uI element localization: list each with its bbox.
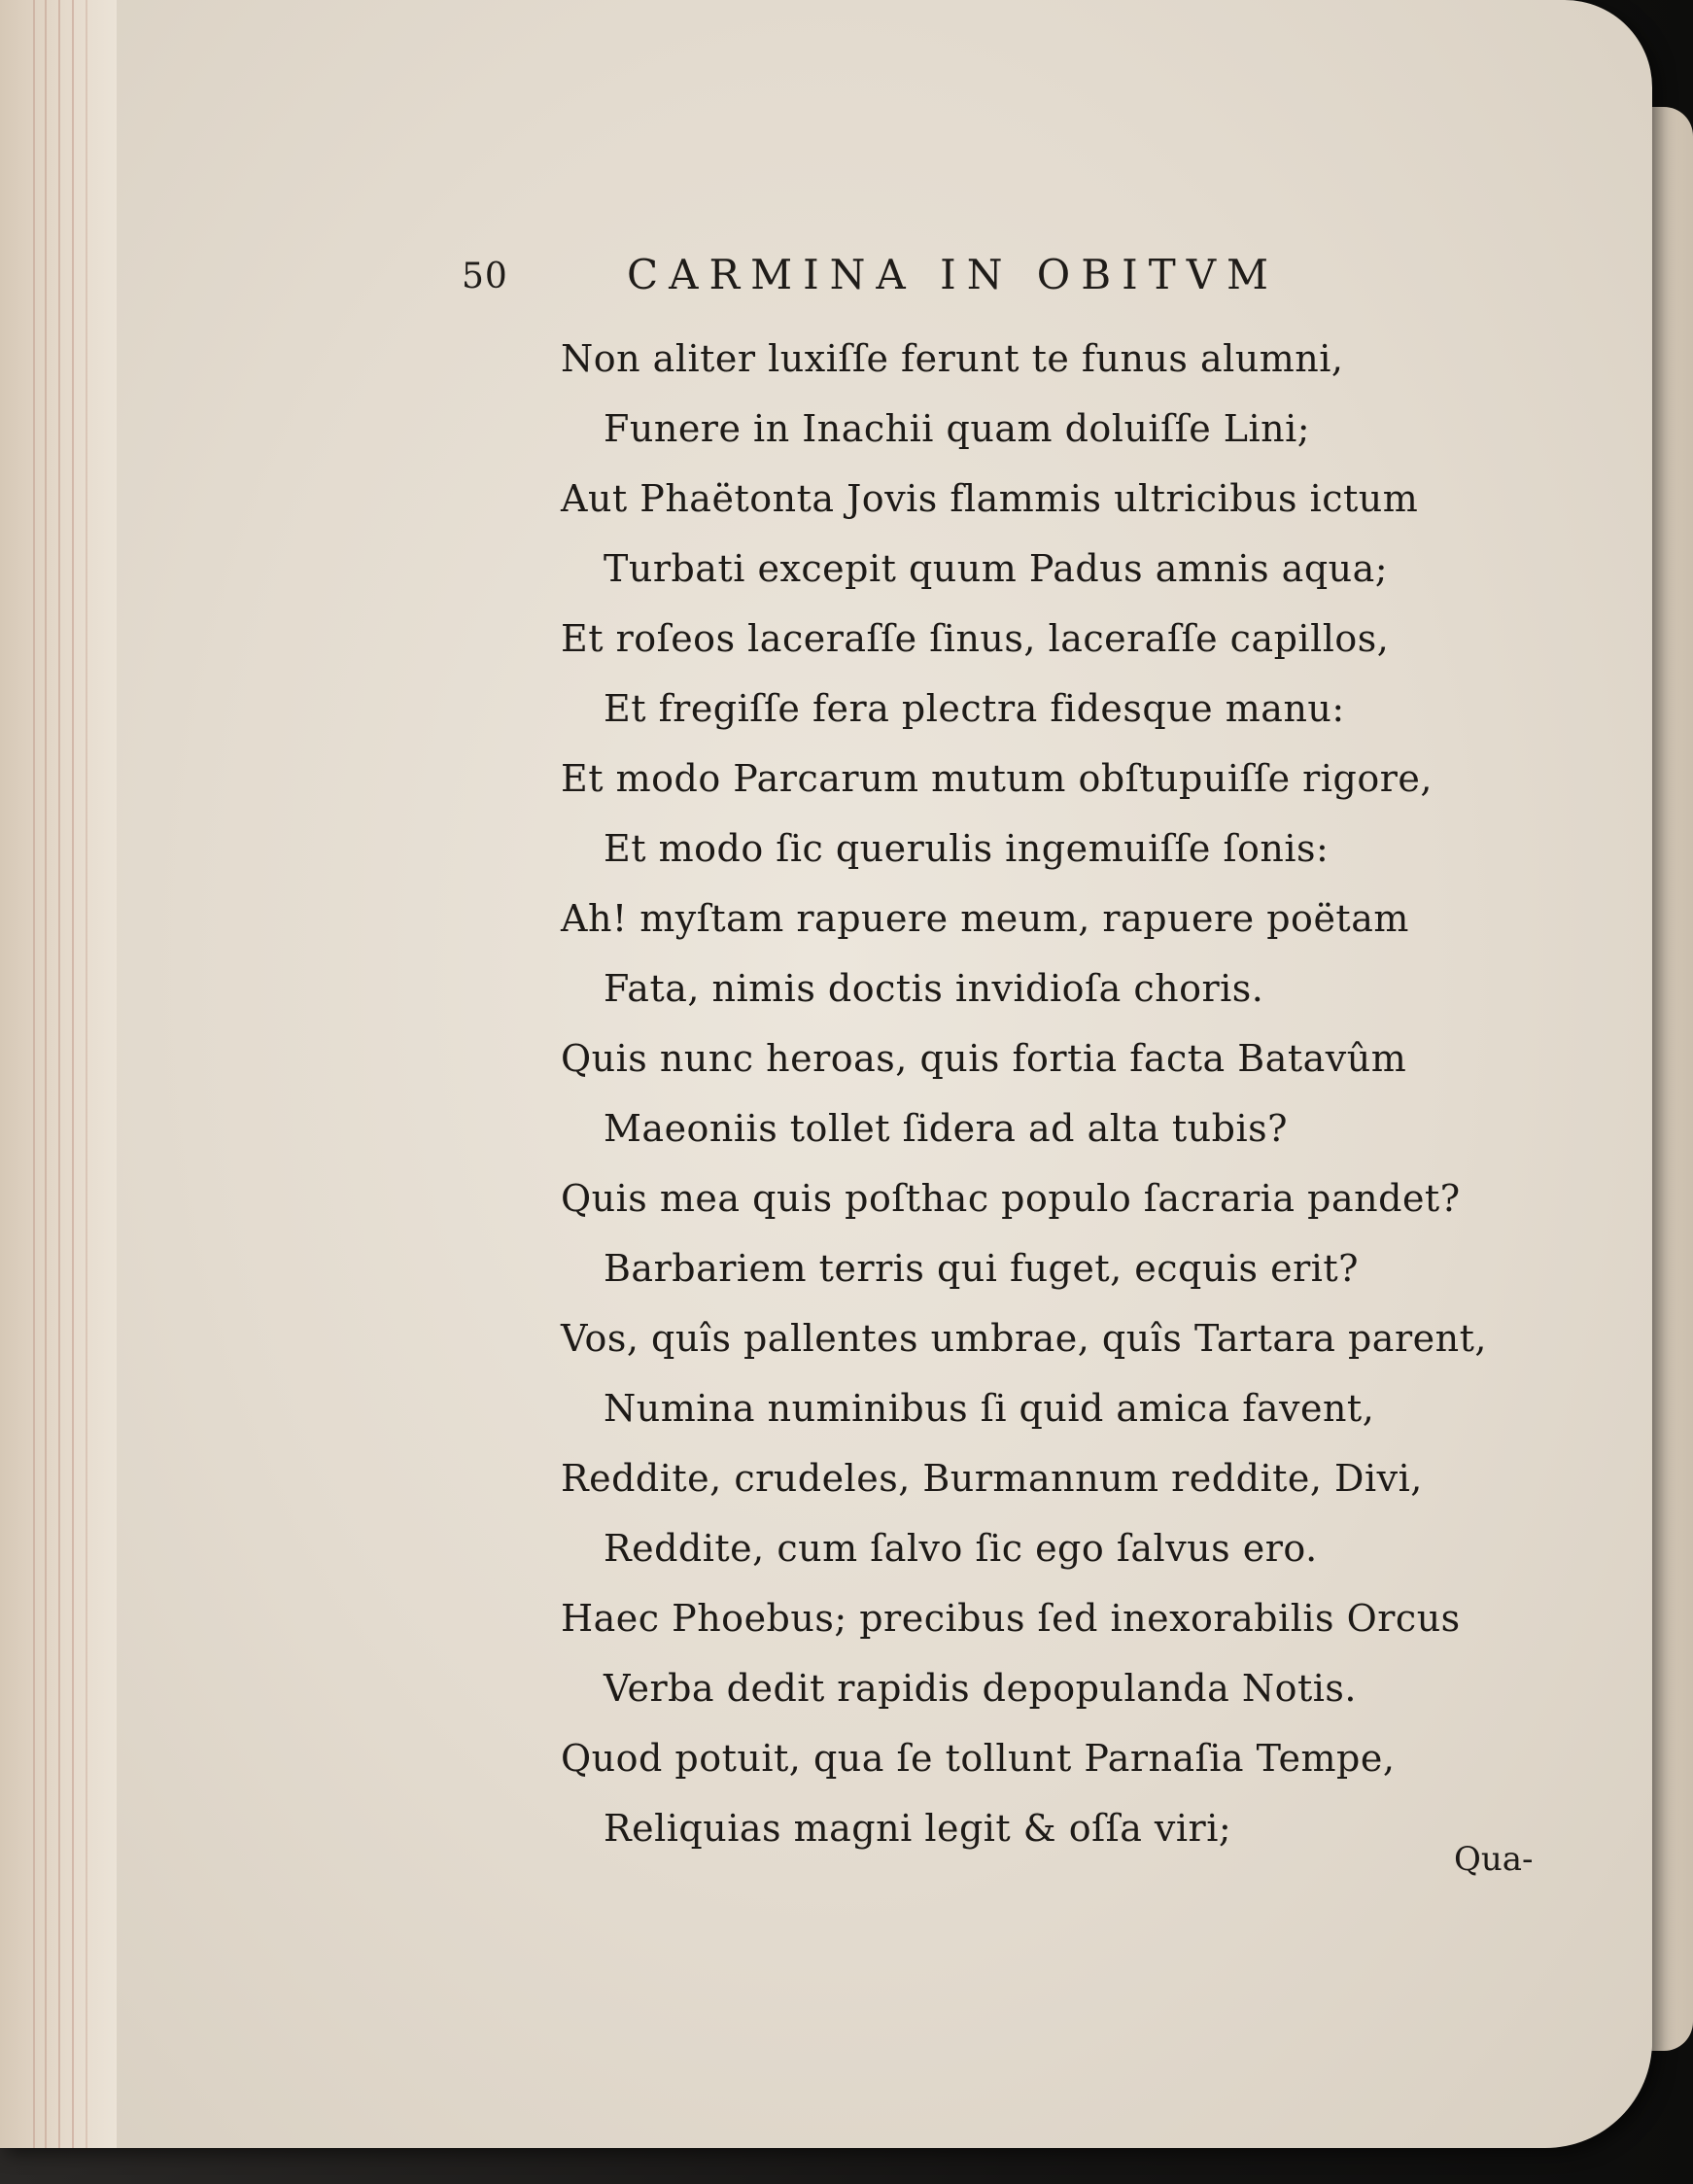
gutter-line: [72, 0, 74, 2148]
verse-line: Numina numinibus ſi quid amica favent,: [604, 1387, 1375, 1430]
verse-line: Reliquias magni legit & oſſa viri;: [604, 1807, 1232, 1850]
verse-line: Aut Phaëtonta Jovis flammis ultricibus ictum: [561, 477, 1419, 520]
verse-line: Quod potuit, qua ſe tollunt Parnaſia Tempe,: [561, 1737, 1396, 1780]
verse-line: Quis nunc heroas, quis fortia facta Batavûm: [561, 1037, 1407, 1080]
verse-line: Et roſeos laceraſſe ſinus, laceraſſe capillos,: [561, 617, 1390, 660]
verse-line: Turbati excepit quum Padus amnis aqua;: [604, 547, 1389, 590]
verse-line: Non aliter luxiſſe ferunt te funus alumni,: [561, 337, 1344, 380]
verse-line: Funere in Inachii quam doluiſſe Lini;: [604, 407, 1311, 450]
page-number: 50: [462, 257, 508, 296]
verse-line: Verba dedit rapidis depopulanda Notis.: [604, 1667, 1357, 1710]
verse-line: Barbariem terris qui fuget, ecquis erit?: [604, 1247, 1360, 1290]
page-header: [462, 251, 1434, 319]
verse-line: Vos, quîs pallentes umbrae, quîs Tartara parent,: [561, 1317, 1487, 1360]
gutter-line: [33, 0, 35, 2148]
gutter-line: [58, 0, 60, 2148]
binding-gutter: [0, 0, 117, 2148]
gutter-line: [86, 0, 87, 2148]
verse-block: [561, 324, 1533, 1863]
verse-line: Et fregiſſe fera plectra fidesque manu:: [604, 687, 1345, 730]
verse-line: Quis mea quis poſthac populo ſacraria pandet?: [561, 1177, 1461, 1220]
verse-line: Et modo Parcarum mutum obſtupuiſſe rigore,: [561, 757, 1433, 800]
verse-line: Maeoniis tollet ſidera ad alta tubis?: [604, 1107, 1288, 1150]
verse-line: Et modo ſic querulis ingemuiſſe ſonis:: [604, 827, 1330, 870]
verse-line: Reddite, cum ſalvo ſic ego ſalvus ero.: [604, 1527, 1318, 1570]
verse-line: Reddite, crudeles, Burmannum reddite, Divi,: [561, 1457, 1423, 1500]
running-title: CARMINA IN OBITVM: [627, 251, 1280, 298]
gutter-line: [45, 0, 47, 2148]
catchword: Qua-: [1454, 1840, 1534, 1879]
verse-line: Ah! myſtam rapuere meum, rapuere poëtam: [561, 897, 1409, 940]
verse-line: Haec Phoebus; precibus ſed inexorabilis Orcus: [561, 1597, 1461, 1640]
verse-line: Fata, nimis doctis invidioſa choris.: [604, 967, 1264, 1010]
